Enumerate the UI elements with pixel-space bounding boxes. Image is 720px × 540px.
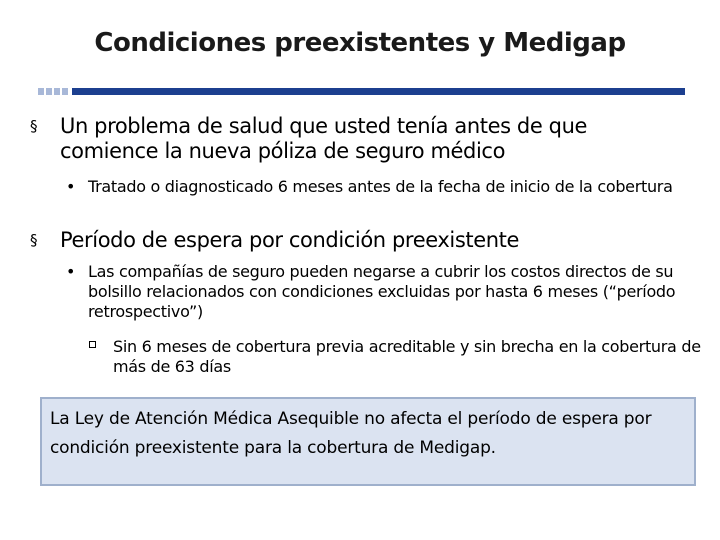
- square-bullet-icon: [89, 341, 96, 348]
- sub-sub-bullet-item: [113, 337, 713, 377]
- bullet-marker: §: [30, 117, 38, 135]
- sub-sub-bullet-text: Sin 6 meses de cobertura previa acreditable y sin brecha en la cobertura de más de 63 días: [113, 337, 701, 376]
- bullet-item: [30, 114, 680, 164]
- divider-accent: [46, 88, 52, 95]
- sub-bullet-item: [66, 262, 700, 322]
- bullet-marker: •: [66, 177, 76, 196]
- divider-accent: [62, 88, 68, 95]
- divider-bar: [72, 88, 685, 95]
- callout-text: La Ley de Atención Médica Asequible no afecta el período de espera por condición preexistente para la cobertura de Medigap.: [50, 409, 652, 458]
- title-divider: [38, 88, 685, 95]
- sub-bullet-text: Tratado o diagnosticado 6 meses antes de la fecha de inicio de la cobertura: [88, 177, 673, 196]
- sub-bullet-text: Las compañías de seguro pueden negarse a cubrir los costos directos de su bolsillo relacionados con condiciones excluidas por hasta 6 meses (“período retrospectivo”): [88, 262, 676, 321]
- bullet-marker: •: [66, 262, 76, 281]
- slide-title: Condiciones preexistentes y Medigap: [94, 28, 626, 58]
- divider-accent: [54, 88, 60, 95]
- callout-box: [40, 397, 696, 486]
- bullet-text: Un problema de salud que usted tenía antes de que comience la nueva póliza de seguro médico: [60, 114, 587, 163]
- bullet-item: [30, 228, 680, 253]
- sub-bullet-item: [66, 177, 688, 197]
- bullet-marker: §: [30, 231, 38, 249]
- bullet-text: Período de espera por condición preexistente: [60, 228, 519, 252]
- divider-accent: [38, 88, 44, 95]
